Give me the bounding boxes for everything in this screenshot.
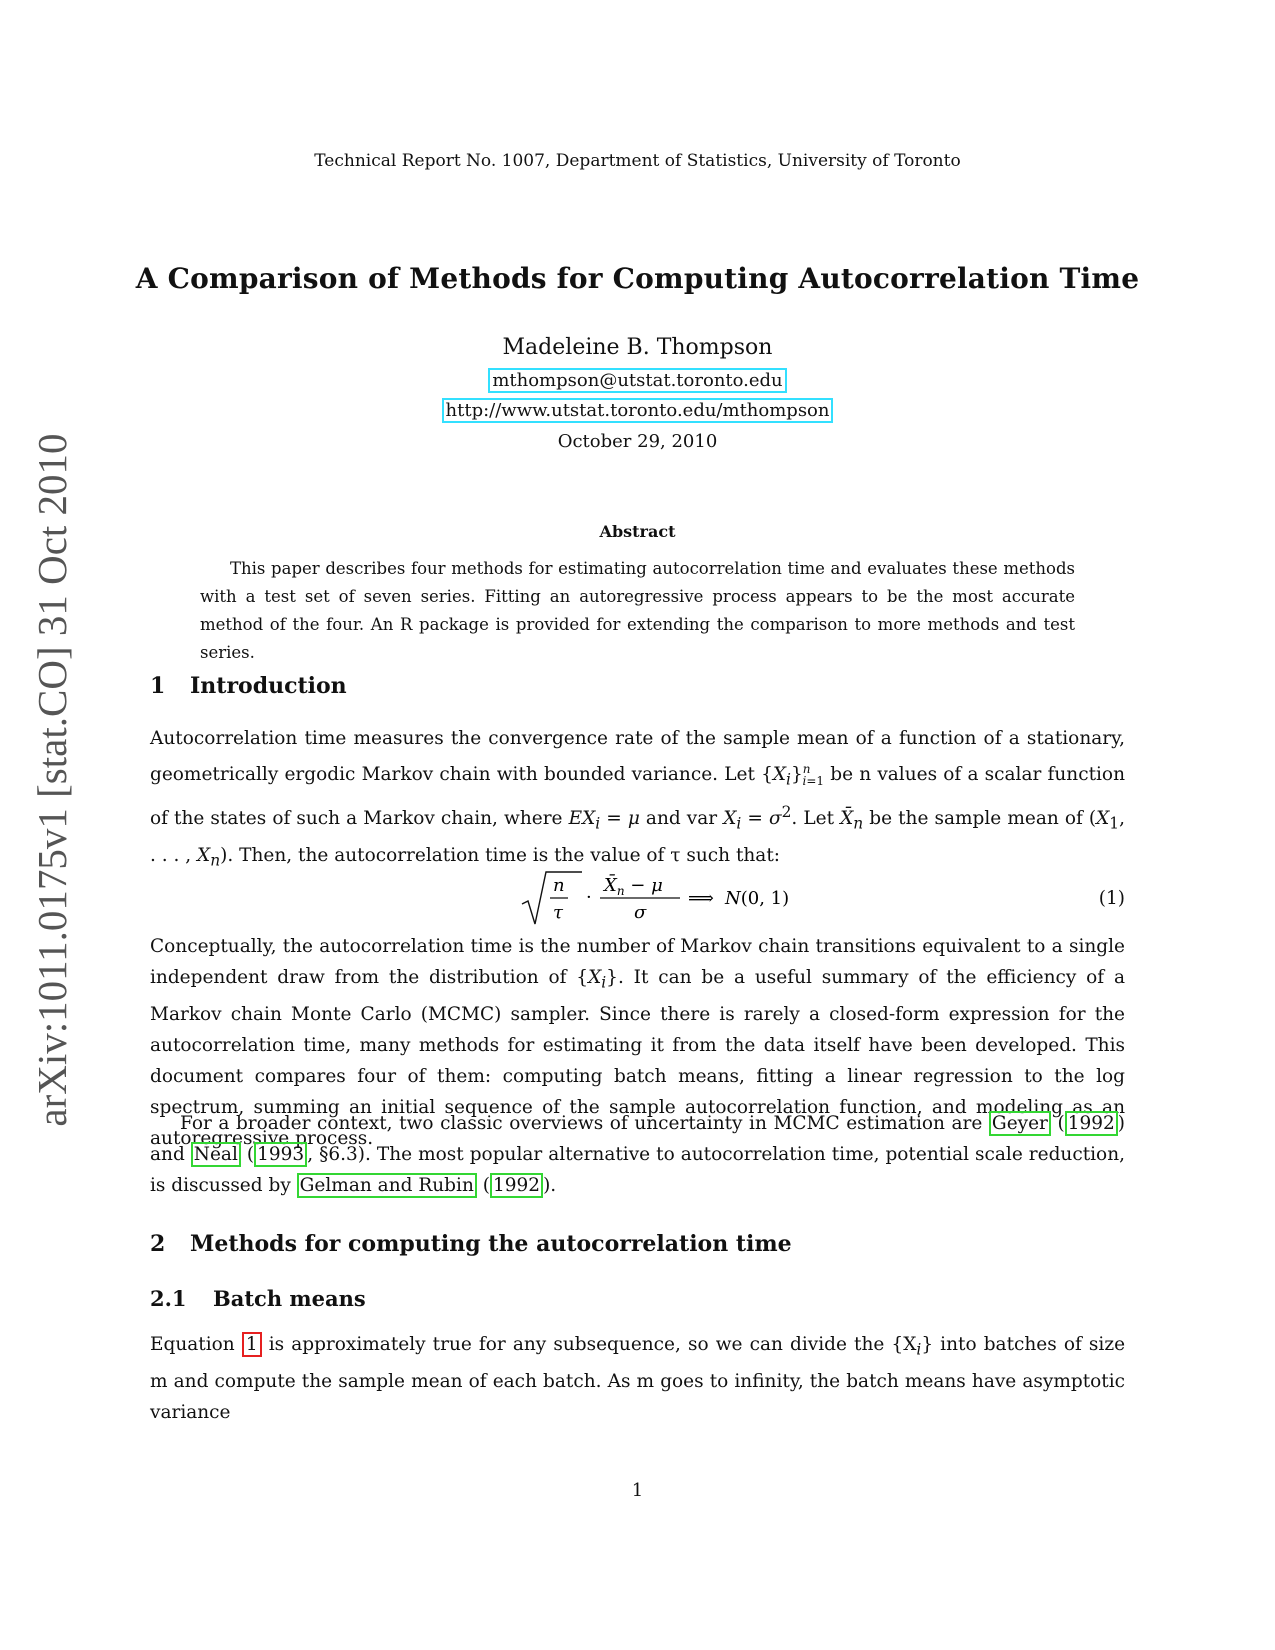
implies-arrow: ⟹ bbox=[688, 888, 714, 909]
author-email-line bbox=[0, 370, 1275, 391]
math-variance: $X_i = \sigma^2$ bbox=[723, 802, 792, 833]
text-run: be the sample mean of bbox=[863, 808, 1089, 829]
paper-date: October 29, 2010 bbox=[557, 431, 718, 452]
text-run: Equation bbox=[150, 1334, 242, 1355]
text-run: . It can be a useful summary of the efficiency of a Markov chain Monte Carlo (MCMC) sampler. Since there is rarely a closed-form expression for the autocorrelation time, many methods for estimating it from the data itself have been developed. This document compares four of them: computing batch means, fitting a linear regression to the log spectrum, summing an initial sequence of the sample autocorrelation function, and modeling as an autoregressive process. bbox=[150, 967, 1125, 1149]
section-2-heading bbox=[150, 1231, 792, 1257]
arxiv-id: arXiv:1011.0175v1 [stat.CO] 31 Oct 2010 bbox=[29, 433, 75, 1127]
citation-gelman-rubin[interactable]: Gelman and Rubin bbox=[297, 1173, 477, 1198]
math-xbar: $X̄_n$ bbox=[840, 808, 864, 833]
math-expectation: $EX_i = \mu$ bbox=[568, 808, 640, 833]
text-run: and bbox=[150, 1144, 191, 1165]
section-1-heading bbox=[150, 673, 347, 699]
citation-geyer[interactable]: Geyer bbox=[989, 1111, 1051, 1136]
math-tuple: ($X_1$, . . . , $X_n$) bbox=[150, 808, 1125, 870]
equation-1 bbox=[520, 868, 820, 928]
text-run: ). bbox=[543, 1175, 557, 1196]
citation-neal-year[interactable]: 1993 bbox=[254, 1142, 307, 1167]
text-run: For a broader context, two classic overviews of uncertainty in MCMC estimation are bbox=[180, 1113, 989, 1134]
citation-gelman-rubin-year[interactable]: 1992 bbox=[490, 1173, 543, 1198]
intro-paragraph-1 bbox=[150, 723, 1125, 876]
math-xi-set: $\{X_i\}^n_{i=1}$ bbox=[761, 762, 825, 789]
text-run: . Let bbox=[791, 808, 841, 829]
text-run: Conceptually, the autocorrelation time is the number of Markov chain transitions equivalent to a single independent draw from the distribution of bbox=[150, 936, 1125, 988]
dot-operator: · bbox=[586, 887, 592, 908]
abstract-text: This paper describes four methods for estimating autocorrelation time and evaluates these methods with a test set of seven series. Fitting an autoregressive process appears to be the most accurate method of the four. An R package is provided for extending the comparison to more methods and test series. bbox=[200, 559, 1075, 662]
citation-geyer-year[interactable]: 1992 bbox=[1065, 1111, 1118, 1136]
subsection-title: Batch means bbox=[213, 1286, 366, 1311]
numerator-xbar-minus-mu: $X̄_n - \mu$ bbox=[604, 875, 663, 898]
citation-neal[interactable]: Neal bbox=[191, 1142, 241, 1167]
section-number: 1 bbox=[150, 673, 166, 699]
text-run: Autocorrelation time measures the convergence rate of the sample mean of a function of a stationary, geometrically ergodic Markov chain with bounded variance. Let bbox=[150, 728, 1125, 786]
subsection-2-1-heading bbox=[150, 1286, 366, 1311]
text-run: . Then, the autocorrelation time is the value of τ such that: bbox=[227, 844, 780, 866]
author-url-link[interactable]: http://www.utstat.toronto.edu/mthompson bbox=[442, 398, 834, 423]
denominator-sigma: σ bbox=[634, 902, 647, 923]
author-url-line bbox=[0, 400, 1275, 421]
numerator-n: n bbox=[553, 875, 565, 896]
text-run: be n values of a scalar function of the states of such a Markov chain, where bbox=[150, 764, 1125, 829]
text-run: and var bbox=[639, 808, 724, 829]
denominator-tau: τ bbox=[553, 902, 563, 923]
text-run: is approximately true for any subsequence, so we can divide the {X bbox=[261, 1334, 917, 1355]
subsection-number: 2.1 bbox=[150, 1286, 187, 1311]
text-run: , §6.3). The most popular alternative to autocorrelation time, potential scale reduction, is discussed by bbox=[150, 1144, 1125, 1196]
batch-means-paragraph: Equation 1 is approximately true for any subsequence, so we can divide the $\{X_i\}$ into batches of size m and compute the sample mean of each batch. As m goes to infinity, the batch means have asymptotic variance bbox=[150, 1334, 1126, 1423]
section-title: Introduction bbox=[190, 673, 347, 699]
abstract-heading: Abstract bbox=[599, 522, 676, 541]
author-email-link[interactable]: mthompson@utstat.toronto.edu bbox=[488, 368, 786, 393]
section-title: Methods for computing the autocorrelation time bbox=[190, 1231, 792, 1257]
report-line: Technical Report No. 1007, Department of Statistics, University of Toronto bbox=[314, 151, 961, 171]
normal-dist: N(0, 1) bbox=[725, 888, 790, 909]
equation-ref-link[interactable]: 1 bbox=[242, 1332, 262, 1357]
math-xi: $\{X_i\}$ bbox=[576, 967, 618, 992]
author-name: Madeleine B. Thompson bbox=[502, 335, 773, 360]
intro-paragraph-3: For a broader context, two classic overviews of uncertainty in MCMC estimation are Geyer ( 1992 ) and Neal ( 1993 , §6.3). The most popular alternative to autocorrelation time, potential scale reduction, is discussed by Gelman and Rubin ( 1992 ). bbox=[150, 1113, 1125, 1196]
paper-title: A Comparison of Methods for Computing Autocorrelation Time bbox=[135, 262, 1140, 295]
page-number: 1 bbox=[631, 1480, 644, 1501]
text-run: } into batches of size m and compute the sample mean of each batch. As m goes to infinity, the batch means have asymptotic variance bbox=[150, 1334, 1126, 1423]
section-number: 2 bbox=[150, 1231, 166, 1257]
equation-number: (1) bbox=[1098, 888, 1125, 909]
